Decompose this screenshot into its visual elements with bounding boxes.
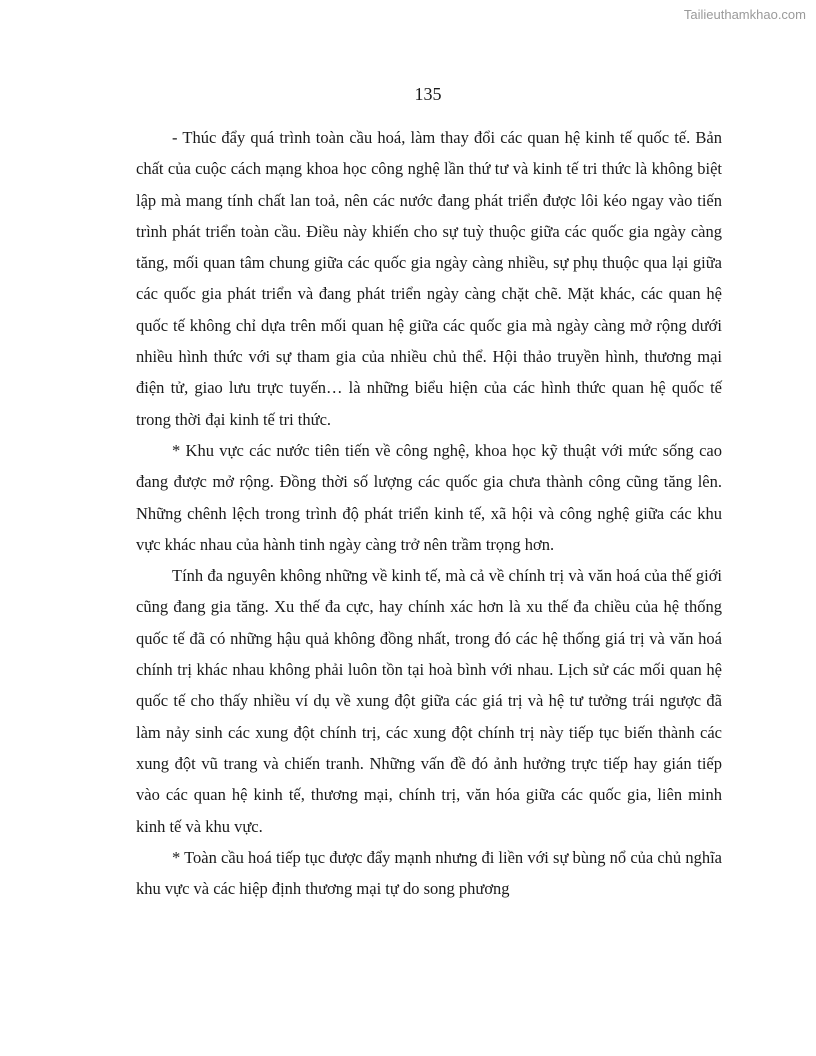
page-number: 135 bbox=[414, 84, 442, 104]
paragraph-globalization-impact: - Thúc đẩy quá trình toàn cầu hoá, làm thay đổi các quan hệ kinh tế quốc tế. Bản chất của cuộc cách mạng khoa học công nghệ lần thứ tư và kinh tế tri thức là không biệt lập mà mang tính chất lan toả, nên các nước đang phát triển được lôi kéo ngay vào tiến trình phát triển toàn cầu. Điều này khiến cho sự tuỳ thuộc giữa các quốc gia ngày càng tăng, mối quan tâm chung giữa các quốc gia ngày càng nhiều, sự phụ thuộc qua lại giữa các quốc gia phát triển và đang phát triển ngày càng chặt chẽ. Mặt khác, các quan hệ quốc tế không chỉ dựa trên mối quan hệ giữa các quốc gia mà ngày càng mở rộng dưới nhiều hình thức với sự tham gia của nhiều chủ thể. Hội thảo truyền hình, thương mại điện tử, giao lưu trực tuyến… là những biểu hiện của các hình thức quan hệ quốc tế trong thời đại kinh tế tri thức. bbox=[136, 128, 722, 429]
paragraph-regionalism: * Toàn cầu hoá tiếp tục được đẩy mạnh nhưng đi liền với sự bùng nổ của chủ nghĩa khu vực và các hiệp định thương mại tự do song phương bbox=[136, 847, 722, 899]
paragraph-advanced-countries: * Khu vực các nước tiên tiến về công nghệ, khoa học kỹ thuật với mức sống cao đang được mở rộng. Đồng thời số lượng các quốc gia chưa thành công cũng tăng lên. Những chênh lệch trong trình độ phát triển kinh tế, xã hội và công nghệ giữa các khu vực khác nhau của hành tinh ngày càng trở nên trầm trọng hơn. bbox=[136, 440, 722, 554]
paragraph-pluralism: Tính đa nguyên không những về kinh tế, mà cả về chính trị và văn hoá của thế giới cũng đang gia tăng. Xu thế đa cực, hay chính xác hơn là xu thế đa chiều của hệ thống quốc tế đã có những hậu quả không đồng nhất, trong đó các hệ thống giá trị và văn hoá chính trị khác nhau không phải luôn tồn tại hoà bình với nhau. Lịch sử các mối quan hệ quốc tế cho thấy nhiều ví dụ về xung đột giữa các giá trị và hệ tư tưởng trái ngược đã làm nảy sinh các xung đột chính trị, các xung đột chính trị này tiếp tục biến thành các xung đột vũ trang và chiến tranh. Những vấn đề đó ảnh hưởng trực tiếp hay gián tiếp vào các quan hệ kinh tế, thương mại, chính trị, văn hóa giữa các quốc gia, liên minh kinh tế và khu vực. bbox=[136, 566, 722, 836]
document-body bbox=[136, 122, 722, 904]
watermark-text: Tailieuthamkhao.com bbox=[683, 7, 806, 22]
